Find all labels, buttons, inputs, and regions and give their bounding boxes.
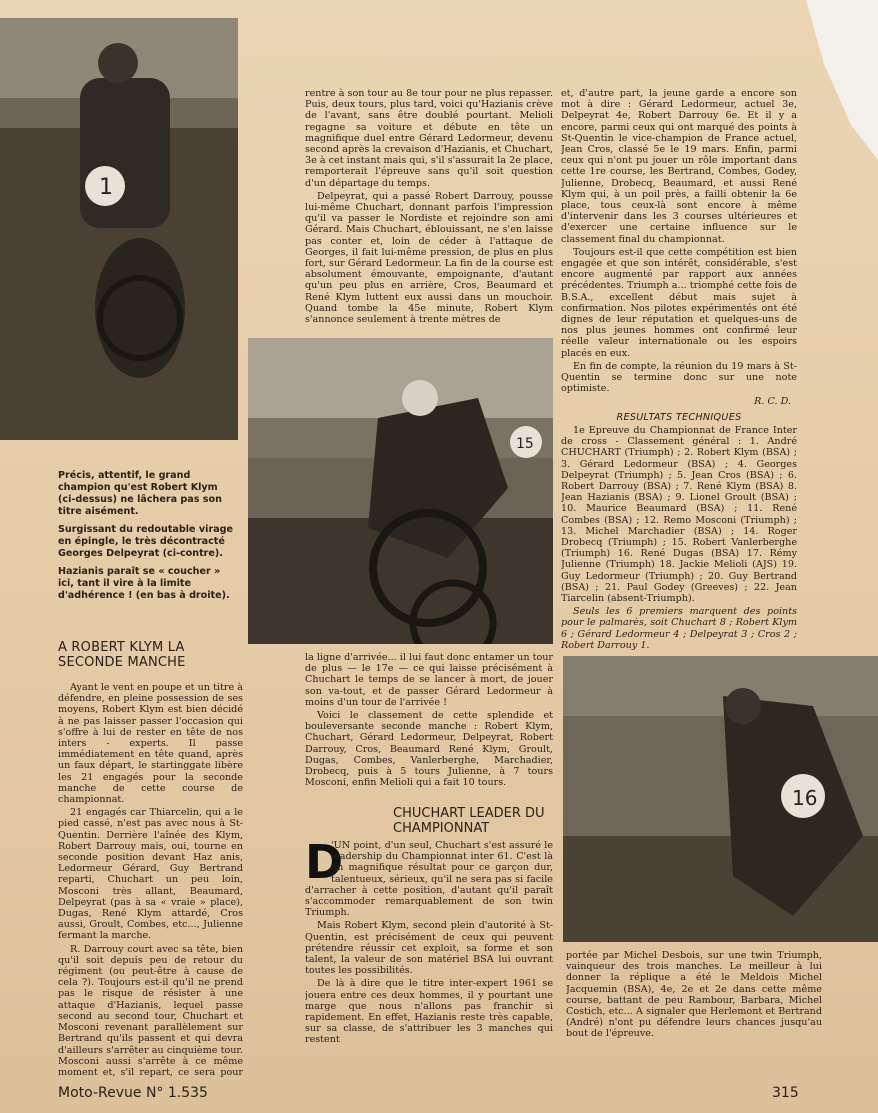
drop-cap: D (305, 840, 344, 889)
column-3-top (561, 88, 797, 652)
paragraph: la ligne d'arrivée... il lui faut donc entamer un tour de plus — le 17e — ce qui laisse précisément à Chuchart le temps de se lancer à mort, de jouer son va-tout, et de passer Gérard Ledormeur à moins d'un tour de l'arrivée ! (305, 652, 553, 708)
photo-hazianis (563, 656, 878, 942)
paragraph: De là à dire que le titre inter-expert 1961 se jouera entre ces deux hommes, il y pourtant une marge que nous n'allons pas franchir si rapidement. En effet, Hazianis reste très capable, sur sa classe, de s'attribuer les 3 manches qui restent (305, 978, 553, 1046)
page-number: 315 (772, 1085, 799, 1101)
photo-caption (58, 470, 236, 608)
column-3-bottom (566, 950, 822, 1078)
footer-publication: Moto-Revue N° 1.535 (58, 1085, 208, 1101)
paragraph: et, d'autre part, la jeune garde a encore son mot à dire : Gérard Ledormeur, actuel 3e, Delpeyrat 4e, Robert Darrouy 6e. Et il y a encore, parmi ceux qui ont marqué des points à St-Quentin le vice-champion de France actuel, Jean Cros, classé 5e le 19 mars. Enfin, parmi ceux qui n'ont pu jouer un rôle important dans cette 1re course, les Bertrand, Combes, Godey, Julienne, Drobecq, Beaumard, et aussi René Klym qui, à un poil près, a failli obtenir la 6e place, tous ceux-là sont encore à même d'intervenir dans les 3 courses ultérieures et d'exercer une certaine influence sur le classement final du championnat. (561, 88, 797, 245)
paragraph: 21 engagés car Thiarcelin, qui a le pied cassé, n'est pas avec nous à St-Quentin. Derrière l'aînée des Klym, Robert Darrouy mais, oui, tourne en seconde position devant Haz anis, Ledormeur Gérard, Guy Bertrand reparti, Chuchart un peu loin, Mosconi très allant, Beaumard, Delpeyrat (pas à sa « vraie » place), Dugas, René Klym attardé, Cros aussi, Groult, Combes, etc..., Julienne fermant la marche. (58, 807, 243, 942)
column-2-top (305, 88, 553, 334)
column-2-bottom (305, 840, 553, 1078)
paragraph: Mais Robert Klym, second plein d'autorité à St-Quentin, est précisément de ceux qui peuvent prétendre réussir cet exploit, sa forme et son talent, la valeur de son matériel BSA lui ouvrant toutes les possibilités. (305, 920, 553, 977)
bib-number-16: 16 (792, 786, 818, 810)
results-title: RESULTATS TECHNIQUES (616, 411, 742, 423)
column-1-body (58, 682, 243, 1078)
paragraph: rentre à son tour au 8e tour pour ne plus repasser. Puis, deux tours, plus tard, voici qu'Hazianis crève de l'avant, sans être doublé pourtant. Melioli regagne sa voiture et débute en tête un magnifique duel entre Gérard Ledormeur, devenu second après la crevaison d'Hazianis, et Chuchart, 3e à cet instant mais qui, s'il s'assurait la 2e place, remporterait l'épreuve sans qu'il soit question d'un départage du temps. (305, 88, 553, 189)
column-2-middle (305, 652, 553, 794)
paragraph: R. Darrouy court avec sa tête, bien qu'il soit depuis peu de retour du régiment (ou peut-être à cause de cela ?). Toujours est-il qu'il ne prend pas le risque de résister à une attaque d'Hazianis, lequel passe second au second tour, Chuchart et Mosconi revenant parallèlement sur Bertrand qu'ils passent et qui devra d'ailleurs s'arrêter au cinquième tour. Mosconi aussi s'arrête à ce même moment et, s'il repart, ce sera pour (58, 943, 243, 1078)
paragraph: Ayant le vent en poupe et un titre à défendre, en pleine possession de ses moyens, Robert Klym est bien décidé à ne pas laisser passer l'occasion qui s'offre à lui de rester en tête de nos inters - experts. Il passe immédiatement en tête quand, après un faux départ, le startinggate libère les 21 engagés pour la seconde manche de cette course de championnat. (58, 682, 243, 806)
caption-line: Surgissant du redoutable virage en épingle, le très décontracté Georges Delpeyrat (ci-contre). (58, 524, 234, 559)
photo-robert-klym (0, 18, 238, 440)
heading-klym: A ROBERT KLYM LA SECONDE MANCHE (58, 640, 186, 670)
paragraph: Voici le classement de cette splendide et bouleversante seconde manche : Robert Klym, Chuchart, Gérard Ledormeur, Delpeyrat, Robert Darrouy, Cros, Beaumard René Klym, Groult, Dugas, Combes, Vanlerberghe, Marchadier, Drobecq, puis à 5 tours Julienne, à 7 tours Mosconi, enfin Melioli qui a fait 10 tours. (305, 710, 553, 789)
photo-georges-delpeyrat (248, 338, 553, 644)
author-signature: R. C. D. (754, 396, 791, 408)
bib-number-15: 15 (516, 436, 534, 452)
paragraph: Delpeyrat, qui a passé Robert Darrouy, pousse lui-même Chuchart, donnant parfois l'impression qu'il va passer le Nordiste et rejoindre son ami Gérard. Mais Chuchart, éblouissant, ne s'en laisse pas conter et, loin de céder à l'attaque de Georges, il fait lui-même pression, de plus en plus fort, sur Gérard Ledormeur. La fin de la course est absolument émouvante, empoignante, d'autant qu'un peu plus en arrière, Cros, Beaumard et René Klym luttent eux aussi dans un mouchoir. Quand tombe la 45e minute, Robert Klym s'annonce seulement à trente mètres de (305, 190, 553, 326)
paragraph: portée par Michel Desbois, sur une twin Triumph, vainqueur des trois manches. Le meilleur à lui donner la réplique a été le Meldois Michel Jacquemin (BSA), 4e, 2e et 2e dans cette même course, battant de peu Rambour, Barbara, Michel Costich, etc... A signaler que Herlemont et Bertrand (André) n'ont pu défendre leurs chances jusqu'au bout de l'épreuve. (566, 950, 822, 1040)
caption-line: Hazianis paraît se « coucher » ici, tant il vire à la limite d'adhérence ! (en bas à droite). (58, 566, 230, 601)
paragraph: Toujours est-il que cette compétition est bien engagée et que son intérêt, considérable, s'est encore augmenté par rapport aux années précédentes. Triumph a... triomphé cette fois de B.S.A., excellent début mais sujet à confirmation. Nos pilotes expérimentés ont été dignes de leur réputation et quelques-uns de nos plus jeunes hommes ont confirmé leur réelle valeur internationale ou les espoirs placés en eux. (561, 246, 797, 359)
heading-chuchart: CHUCHART LEADER DU CHAMPIONNAT (393, 806, 545, 836)
paragraph: En fin de compte, la réunion du 19 mars à St-Quentin se termine donc sur une note optimiste. (561, 360, 797, 395)
paragraph: 'UN point, d'un seul, Chuchart s'est assuré le leadership du Championnat inter 61. C'est là un magnifique résultat pour ce garçon dur, talentueux, sérieux, qu'il ne sera pas si facile d'arracher à cette position, d'autant qu'il paraît s'accommoder remarquablement de son twin Triumph. (305, 840, 553, 919)
results-paragraph: Seuls les 6 premiers marquent des points pour le palmarès, soit Chuchart 8 ; Robert Klym 6 ; Gérard Ledormeur 4 ; Delpeyrat 3 ; Cros 2 ; Robert Darrouy 1. (561, 606, 797, 651)
bib-number-1: 1 (99, 175, 113, 200)
caption-line: Précis, attentif, le grand champion qu'est Robert Klym (ci-dessus) ne lâchera pas son titre aisément. (58, 470, 222, 517)
results-paragraph: 1e Epreuve du Championnat de France Inter de cross - Classement général : 1. André CHUCHART (Triumph) ; 2. Robert Klym (BSA) ; 3. Gérard Ledormeur (BSA) ; 4. Georges Delpeyrat (Triumph) ; 5. Jean Cros (BSA) ; 6. Robert Darrouy (BSA) ; 7. René Klym (BSA) 8. Jean Hazianis (BSA) ; 9. Lionel Groult (BSA) ; 10. Maurice Beaumard (BSA) ; 11. René Combes (BSA) ; 12. Remo Mosconi (Triumph) ; 13. Michel Marchadier (BSA) ; 14. Roger Drobecq (Triumph) ; 15. Robert Vanlerberghe (Triumph) 16. René Dugas (BSA) 17. Rémy Julienne (Triumph) 18. Jackie Melioli (AJS) 19. Guy Ledormeur (Triumph) ; 20. Guy Bertrand (BSA) ; 21. Paul Godey (Greeves) ; 22. Jean Tiarcelin (absent-Triumph). (561, 424, 797, 604)
torn-corner (788, 0, 878, 160)
